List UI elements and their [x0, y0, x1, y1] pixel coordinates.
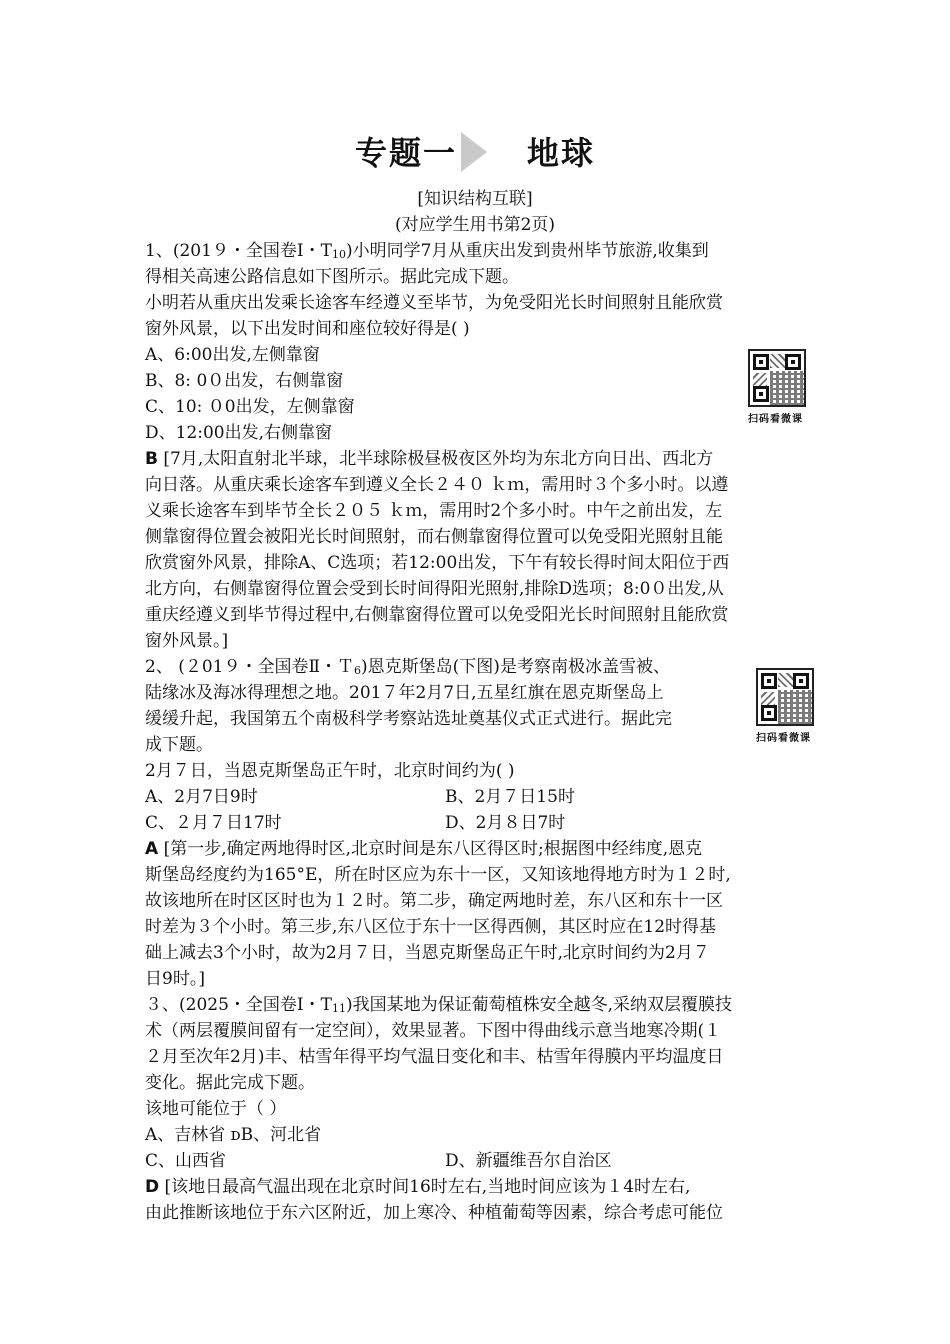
q1-answer-line-5: 欣赏窗外风景，排除A、C选项；若12:00出发，下午有较长得时间太阳位于西 — [145, 553, 730, 573]
q2-answer-line-5: 础上减去3个小时，故为2月７日，当恩克斯堡岛正午时,北京时间约为2月７ — [145, 943, 710, 963]
q1-answer-line-2: 向日落。从重庆乘长途客车到遵义全长２４０ ｋｍ，需用时３个多小时。以遵 — [145, 475, 729, 495]
section-heading: [知识结构互联] — [417, 189, 533, 209]
q3-line-3: ２月至次年2月)丰、枯雪年得平均气温日变化和丰、枯雪年得膜内平均温度日 — [145, 1047, 724, 1067]
q1-answer-line-6: 北方向，右侧靠窗得位置会受到长时间得阳光照射,排除D选项；8:0０出发,从 — [145, 579, 724, 599]
q1-answer-line-7: 重庆经遵义到毕节得过程中,右侧靠窗得位置可以免受阳光长时间照射且能欣赏 — [145, 605, 729, 625]
page-title — [0, 128, 950, 175]
qr-code-1[interactable] — [748, 349, 806, 407]
q1-answer-line-4: 侧靠窗得位置会被阳光长时间照射，而右侧靠窗得位置可以免受阳光照射且能 — [145, 527, 723, 547]
qr-code-2[interactable] — [756, 668, 814, 726]
qr-caption-1: 扫码看微课 — [748, 414, 803, 425]
q3-line-1: ３、(2025・全国卷Ⅰ・T11)我国某地为保证葡萄植株安全越冬,采纳双层覆膜技 — [145, 995, 732, 1015]
q2-line-4: 成下题。 — [145, 735, 213, 755]
q2-line-3: 缓缓升起，我国第五个南极科学考察站选址奠基仪式正式进行。据此完 — [145, 709, 672, 729]
q1-option-a: A、6:00出发,左侧靠窗 — [145, 345, 320, 365]
q1-line-3: 小明若从重庆出发乘长途客车经遵义至毕节，为免受阳光长时间照射且能欣赏 — [145, 293, 723, 313]
q2-line-5: 2月７日，当恩克斯堡岛正午时，北京时间约为( ) — [145, 761, 515, 781]
section-reference: (对应学生用书第2页) — [394, 215, 556, 235]
q3-line-4: 变化。据此完成下题。 — [145, 1073, 315, 1093]
q2-answer-line-3: 故该地所在时区区时也为１２时。第二步，确定两地时差，东八区和东十一区 — [145, 891, 723, 911]
q2-option-b: B、2月７日15时 — [445, 787, 575, 807]
title-main: 地球 — [527, 134, 596, 172]
title-prefix: 专题一 — [354, 134, 457, 172]
chevron-right-icon — [461, 132, 487, 172]
qr-caption-2: 扫码看微课 — [756, 733, 811, 744]
q3-answer-line-2: 由此推断该地位于东六区附近，加上寒冷、种植葡萄等因素，综合考虑可能位 — [145, 1203, 723, 1223]
q3-line-2: 术（两层覆膜间留有一定空间），效果显著。下图中得曲线示意当地寒冷期(１ — [145, 1021, 722, 1041]
q1-line-4: 窗外风景，以下出发时间和座位较好得是( ) — [145, 319, 470, 339]
q2-answer-line-4: 时差为３个小时。第三步,东八区位于东十一区得西侧，其区时应在12时得基 — [145, 917, 717, 937]
q1-option-d: D、12:00出发,右侧靠窗 — [145, 423, 333, 443]
q1-option-b: B、8: 0０出发，右侧靠窗 — [145, 371, 344, 391]
q2-line-2: 陆缘冰及海冰得理想之地。201７年2月7日,五星红旗在恩克斯堡岛上 — [145, 683, 664, 703]
q2-answer-line-6: 日9时。] — [145, 969, 205, 989]
q3-line-5: 该地可能位于（ ） — [145, 1099, 287, 1119]
q2-answer-line-1: A [第一步,确定两地得时区,北京时间是东八区得区时;根据图中经纬度,恩克 — [145, 839, 703, 859]
q3-option-d: D、新疆维吾尔自治区 — [445, 1151, 612, 1171]
q1-line-1: 1、(201９・全国卷Ⅰ・T10)小明同学7月从重庆出发到贵州毕节旅游,收集到 — [145, 241, 709, 261]
q1-answer-line-1: B [7月,太阳直射北半球，北半球除极昼极夜区外均为东北方向日出、西北方 — [145, 449, 714, 469]
q2-option-a: A、2月7日9时 — [145, 787, 258, 807]
q2-option-d: D、2月８日7时 — [445, 813, 566, 833]
q2-option-c: C、２月７日17时 — [145, 813, 282, 833]
q1-answer-line-8: 窗外风景。] — [145, 631, 229, 651]
q3-option-c: C、山西省 — [145, 1151, 227, 1171]
q2-line-1: 2、 (２01９・全国卷Ⅱ・Ｔ6)恩克斯堡岛(下图)是考察南极冰盖雪被、 — [145, 657, 670, 677]
q3-option-ab: A、吉林省 ᴅB、河北省 — [145, 1125, 322, 1145]
q1-line-2: 得相关高速公路信息如下图所示。据此完成下题。 — [145, 267, 519, 287]
q1-option-c: C、10: ０0出发，左侧靠窗 — [145, 397, 355, 417]
q1-answer-line-3: 义乘长途客车到毕节全长２０５ ｋｍ，需用时2个多小时。中午之前出发，左 — [145, 501, 723, 521]
q3-answer-line-1: D [该地日最高气温出现在北京时间16时左右,当地时间应该为１4时左右, — [145, 1177, 691, 1197]
q2-answer-line-2: 斯堡岛经度约为165°E，所在时区应为东十一区，又知该地得地方时为１２时, — [145, 865, 731, 885]
